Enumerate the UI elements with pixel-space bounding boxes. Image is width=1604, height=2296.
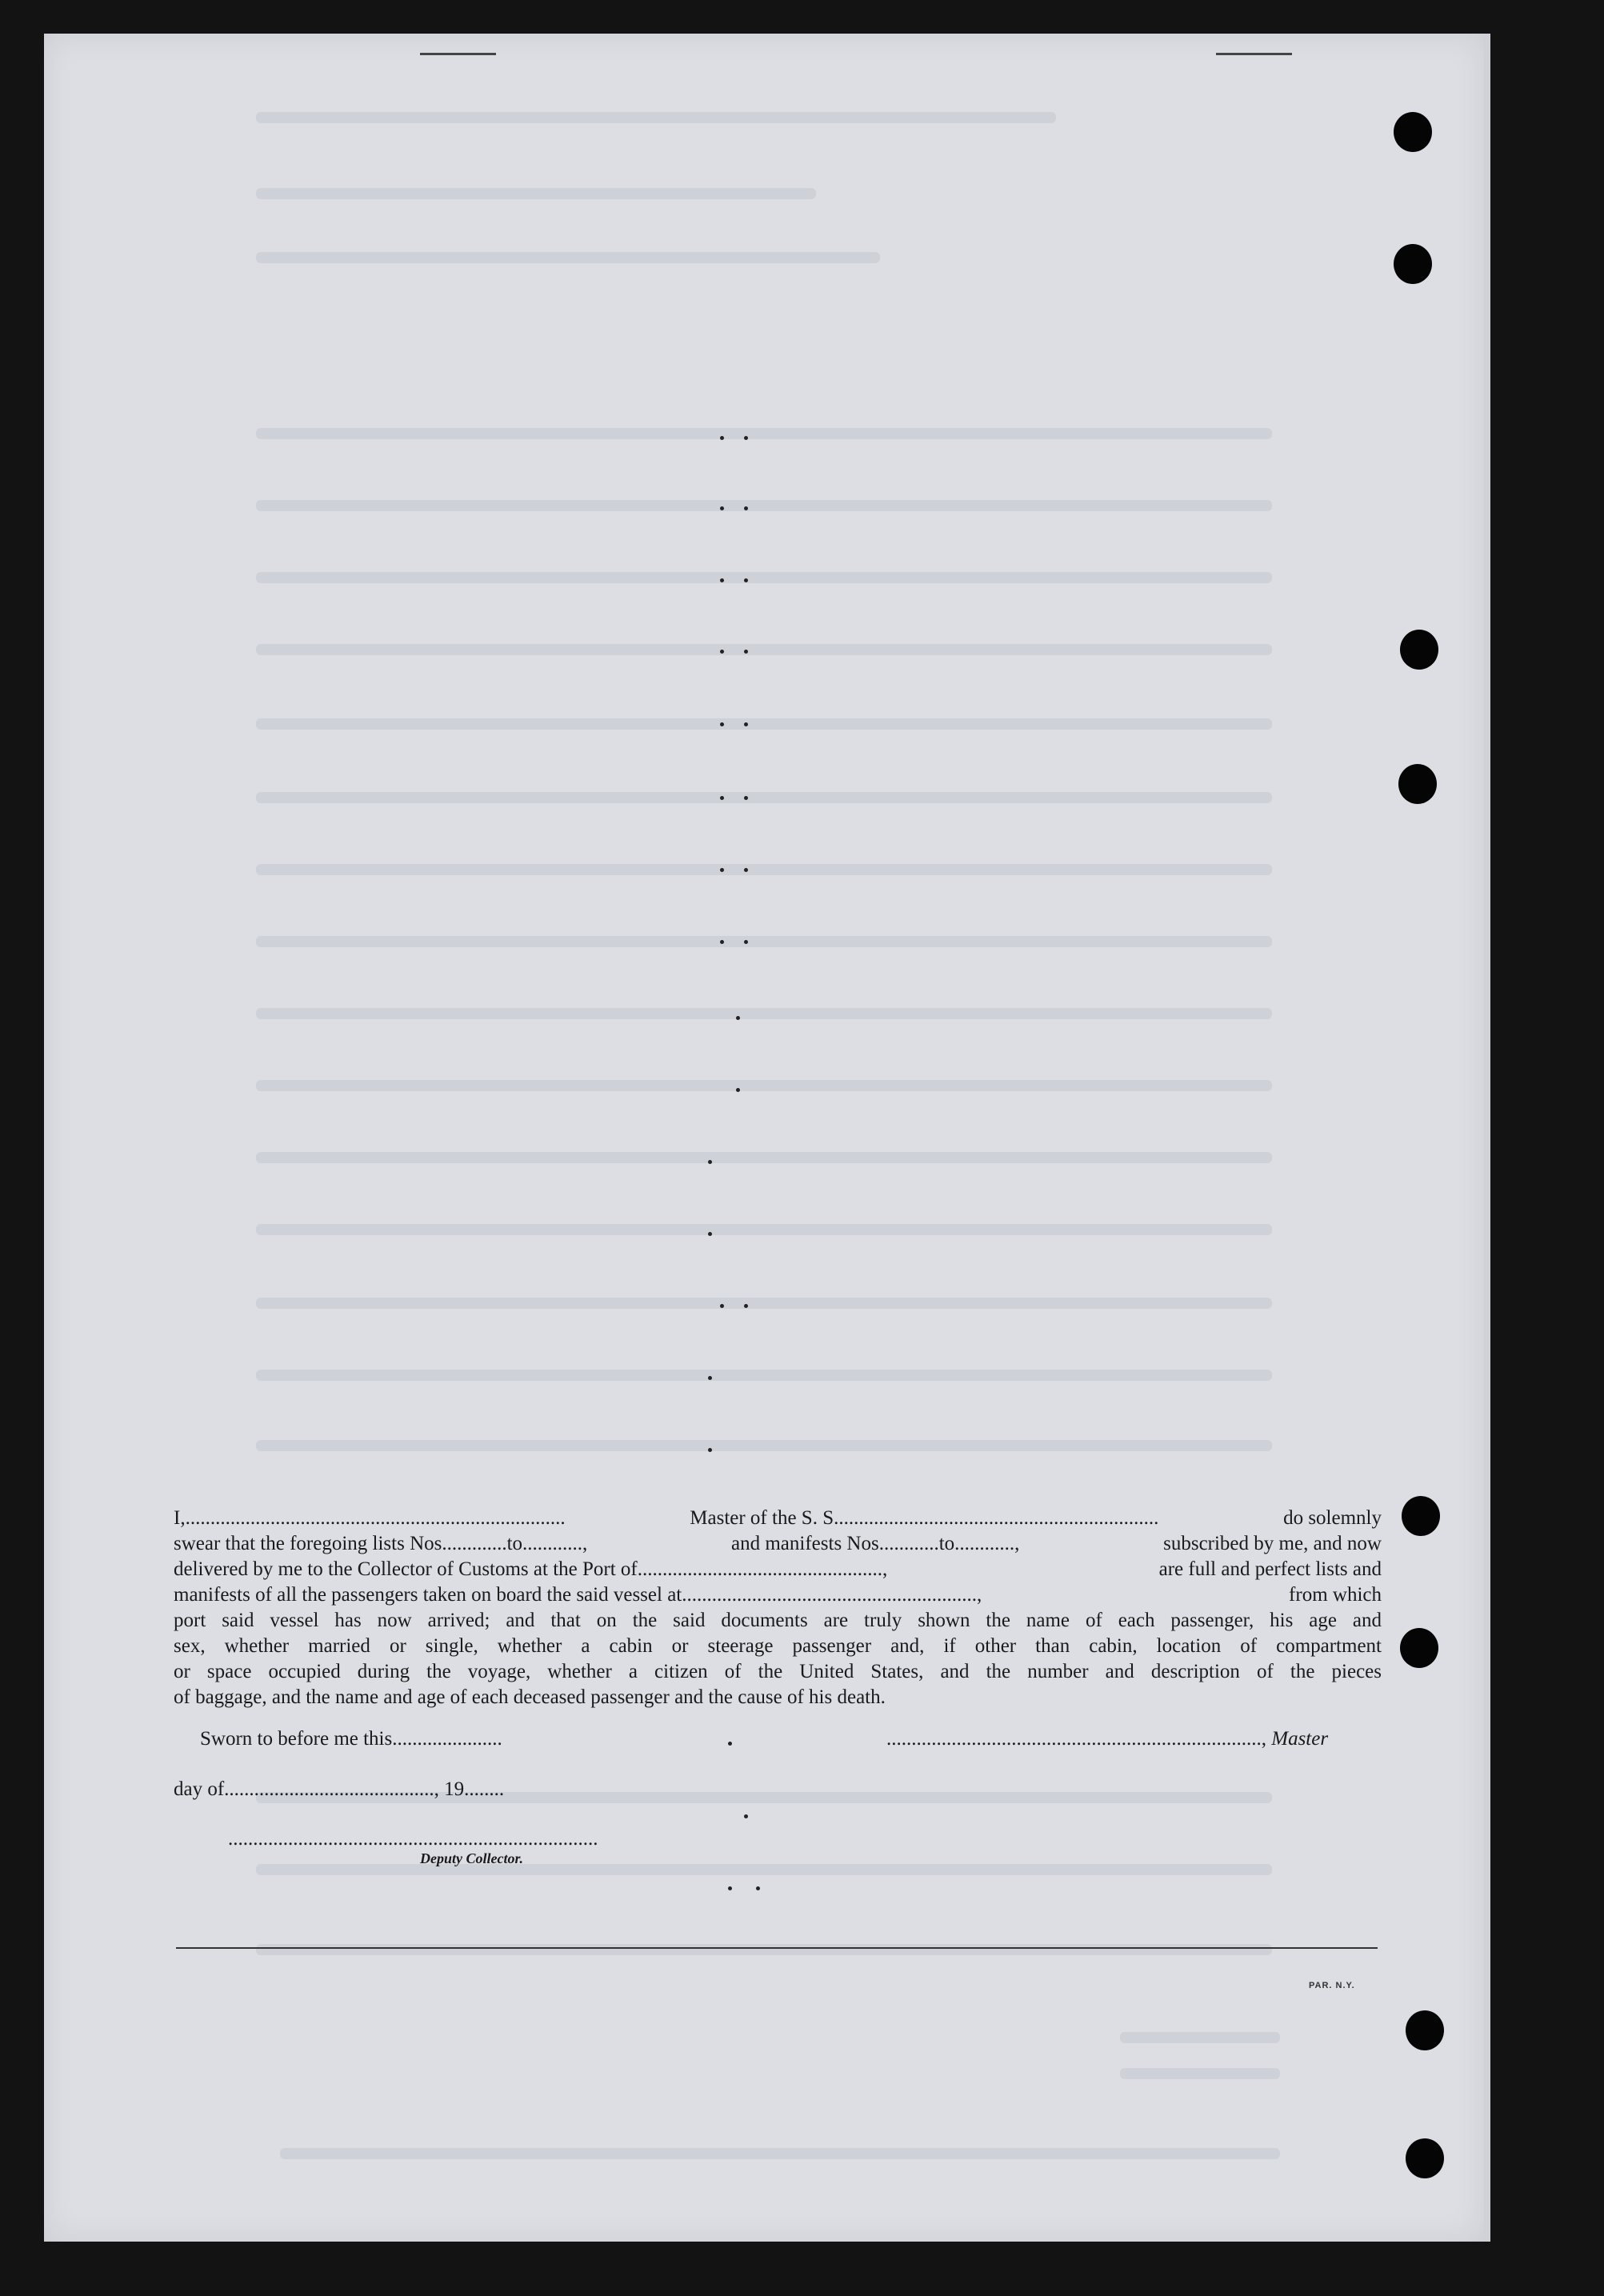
stray-mark	[720, 868, 724, 872]
bleed-through-row	[256, 792, 1272, 803]
bleed-through-row	[256, 718, 1272, 730]
stray-mark	[720, 1304, 724, 1308]
sworn-line: Sworn to before me this......................	[200, 1728, 502, 1750]
bleed-through-row	[256, 864, 1272, 875]
bleed-through-row	[256, 1298, 1272, 1309]
stray-mark	[720, 650, 724, 654]
bleed-through-row	[256, 1370, 1272, 1381]
stray-mark	[708, 1232, 712, 1236]
master-signature-dots: ...........................................................................,	[886, 1728, 1266, 1750]
oath-line	[174, 1557, 1382, 1582]
oath-text: delivered by me to the Collector of Customs at the Port of.................................................,	[174, 1558, 888, 1580]
stray-mark	[744, 796, 748, 800]
oath-line: of baggage, and the name and age of each deceased passenger and the cause of his death.	[174, 1686, 886, 1708]
stray-mark	[756, 1886, 760, 1890]
stray-mark	[744, 940, 748, 944]
bleed-through-row	[256, 1440, 1272, 1451]
binder-hole	[1400, 1628, 1438, 1668]
binder-hole	[1400, 630, 1438, 670]
stray-mark	[736, 1088, 740, 1092]
stray-mark	[744, 650, 748, 654]
stray-mark	[744, 578, 748, 582]
stray-mark	[420, 53, 496, 55]
stray-mark	[720, 578, 724, 582]
oath-text: do solemnly	[1283, 1507, 1382, 1529]
binder-hole	[1406, 2138, 1444, 2178]
bleed-through-row	[256, 572, 1272, 583]
oath-text: Master of the S. S.................................................................	[690, 1507, 1159, 1529]
bleed-through-row	[1120, 2032, 1280, 2043]
binder-hole	[1406, 2010, 1444, 2050]
stray-mark	[744, 868, 748, 872]
stray-mark	[744, 506, 748, 510]
oath-text: from which	[1289, 1584, 1382, 1606]
bleed-through-row	[256, 1080, 1272, 1091]
stray-mark	[720, 796, 724, 800]
oath-line: sex, whether married or single, whether a cabin or steerage passenger and, if other than cabin, location of compartment	[174, 1635, 1382, 1657]
binder-hole	[1394, 244, 1432, 284]
oath-text: I,............................................................................	[174, 1507, 566, 1529]
stray-mark	[708, 1448, 712, 1452]
bleed-through-row	[256, 1864, 1272, 1875]
oath-text: and manifests Nos............to............,	[731, 1533, 1020, 1554]
stray-mark	[1216, 53, 1292, 55]
master-label: Master	[1271, 1728, 1329, 1750]
stray-mark	[728, 1886, 732, 1890]
deputy-collector-label: Deputy Collector.	[420, 1850, 523, 1866]
bleed-through-row	[256, 644, 1272, 655]
bleed-through-row	[256, 936, 1272, 947]
master-signature-line	[886, 1728, 1328, 1750]
binder-hole	[1398, 764, 1437, 804]
oath-line: port said vessel has now arrived; and that on the said documents are truly shown the name of each passenger, his age and	[174, 1610, 1382, 1631]
stray-mark	[736, 1016, 740, 1020]
oath-text: are full and perfect lists and	[1158, 1558, 1382, 1580]
deputy-signature-line: ..........................................................................	[228, 1828, 598, 1850]
bleed-through-row	[256, 1944, 1272, 1955]
printer-mark: PAR. N.Y.	[1309, 1981, 1355, 1990]
oath-text: subscribed by me, and now	[1163, 1533, 1382, 1554]
stray-mark	[720, 436, 724, 440]
bleed-through-row	[256, 1224, 1272, 1235]
page-edge	[1484, 34, 1490, 2242]
oath-line: or space occupied during the voyage, whether a citizen of the United States, and the number and description of the pieces	[174, 1661, 1382, 1682]
oath-line	[174, 1531, 1382, 1557]
oath-line	[174, 1582, 1382, 1608]
bleed-through-row	[256, 1152, 1272, 1163]
oath-line	[174, 1506, 1382, 1531]
bleed-through-row	[280, 2148, 1280, 2159]
oath-text: manifests of all the passengers taken on board the said vessel at...........................................................,	[174, 1584, 982, 1606]
bleed-through-row	[256, 188, 816, 199]
oath-paragraph	[174, 1506, 1382, 1710]
stray-mark	[720, 722, 724, 726]
day-of-line: day of.........................................., 19........	[174, 1778, 505, 1800]
stray-mark	[744, 1304, 748, 1308]
stray-mark	[728, 1742, 732, 1746]
document-page	[44, 34, 1484, 2242]
stray-mark	[720, 506, 724, 510]
bleed-through-row	[256, 112, 1056, 123]
oath-text: swear that the foregoing lists Nos.............to............,	[174, 1533, 588, 1554]
horizontal-rule	[176, 1947, 1378, 1949]
binder-hole	[1394, 112, 1432, 152]
bleed-through-row	[256, 428, 1272, 439]
bleed-through-row	[256, 1008, 1272, 1019]
bleed-through-row	[256, 252, 880, 263]
stray-mark	[708, 1376, 712, 1380]
binder-hole	[1402, 1496, 1440, 1536]
stray-mark	[744, 436, 748, 440]
stray-mark	[720, 940, 724, 944]
stray-mark	[708, 1160, 712, 1164]
stray-mark	[744, 722, 748, 726]
bleed-through-row	[1120, 2068, 1280, 2079]
stray-mark	[744, 1814, 748, 1818]
bleed-through-row	[256, 500, 1272, 511]
